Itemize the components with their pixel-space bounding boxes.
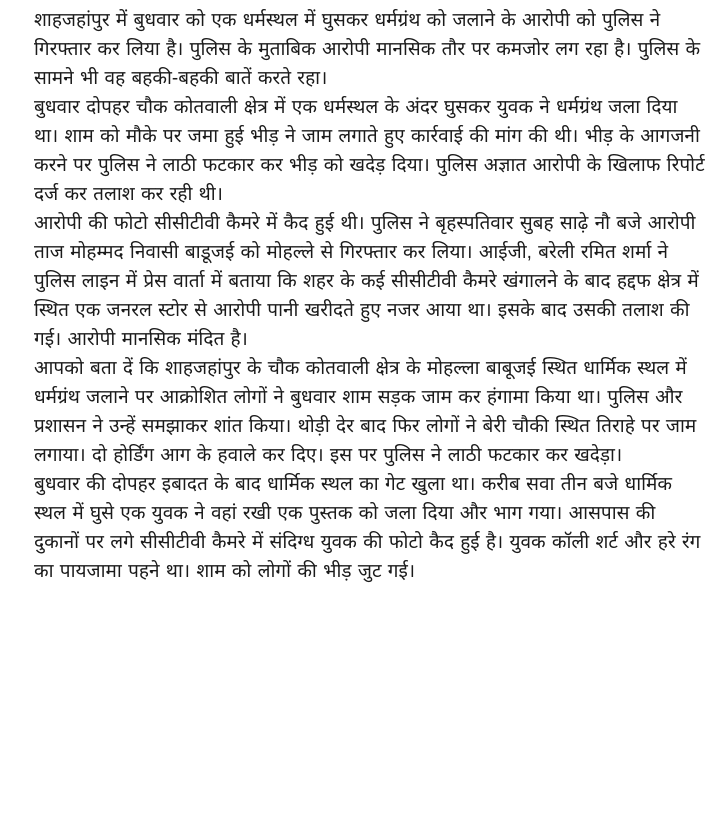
article-paragraph: आरोपी की फोटो सीसीटीवी कैमरे में कैद हुई थी। पुलिस ने बृहस्पतिवार सुबह साढ़े नौ बजे आरोपी ताज मोहम्मद निवासी बाडूजई को मोहल्ले से गिरफ्तार कर लिया। आईजी, बरेली रमित शर्मा ने पुलिस लाइन में प्रेस वार्ता में बताया कि शहर के कई सीसीटीवी कैमरे खंगालने के बाद हद्दफ क्षेत्र में स्थित एक जनरल स्टोर से आरोपी पानी खरीदते हुए नजर आया था। इसके बाद उसकी तलाश की गई। आरोपी मानसिक मंदित है। bbox=[34, 213, 699, 350]
article-paragraph: बुधवार दोपहर चौक कोतवाली क्षेत्र में एक धर्मस्थल के अंदर घुसकर युवक ने धर्मग्रंथ जला दिया था। शाम को मौके पर जमा हुई भीड़ ने जाम लगाते हुए कार्रवाई की मांग की थी। भीड़ के आगजनी करने पर पुलिस ने लाठी फटकार कर भीड़ को खदेड़ दिया। पुलिस अज्ञात आरोपी के खिलाफ रिपोर्ट दर्ज कर तलाश कर रही थी। bbox=[34, 97, 705, 205]
article-paragraph: शाहजहांपुर में बुधवार को एक धर्मस्थल में घुसकर धर्मग्रंथ को जलाने के आरोपी को पुलिस ने गिरफ्तार कर लिया है। पुलिस के मुताबिक आरोपी मानसिक तौर पर कमजोर लग रहा है। पुलिस के सामने भी वह बहकी-बहकी बातें करते रहा। bbox=[34, 10, 701, 89]
article-paragraph: बुधवार की दोपहर इबादत के बाद धार्मिक स्थल का गेट खुला था। करीब सवा तीन बजे धार्मिक स्थल में घुसे एक युवक ने वहां रखी एक पुस्तक को जला दिया और भाग गया। आसपास की दुकानों पर लगे सीसीटीवी कैमरे में संदिग्ध युवक की फोटो कैद हुई है। युवक कॉली शर्ट और हरे रंग का पायजामा पहने था। शाम को लोगों की भीड़ जुट गई। bbox=[34, 474, 701, 582]
article-paragraph: आपको बता दें कि शाहजहांपुर के चौक कोतवाली क्षेत्र के मोहल्ला बाबूजई स्थित धार्मिक स्थल में धर्मग्रंथ जलाने पर आक्रोशित लोगों ने बुधवार शाम सड़क जाम कर हंगामा किया था। पुलिस और प्रशासन ने उन्हें समझाकर शांत किया। थोड़ी देर बाद फिर लोगों ने बेरी चौकी स्थित तिराहे पर जाम लगाया। दो होर्डिंग आग के हवाले कर दिए। इस पर पुलिस ने लाठी फटकार कर खदेड़ा। bbox=[34, 358, 697, 466]
